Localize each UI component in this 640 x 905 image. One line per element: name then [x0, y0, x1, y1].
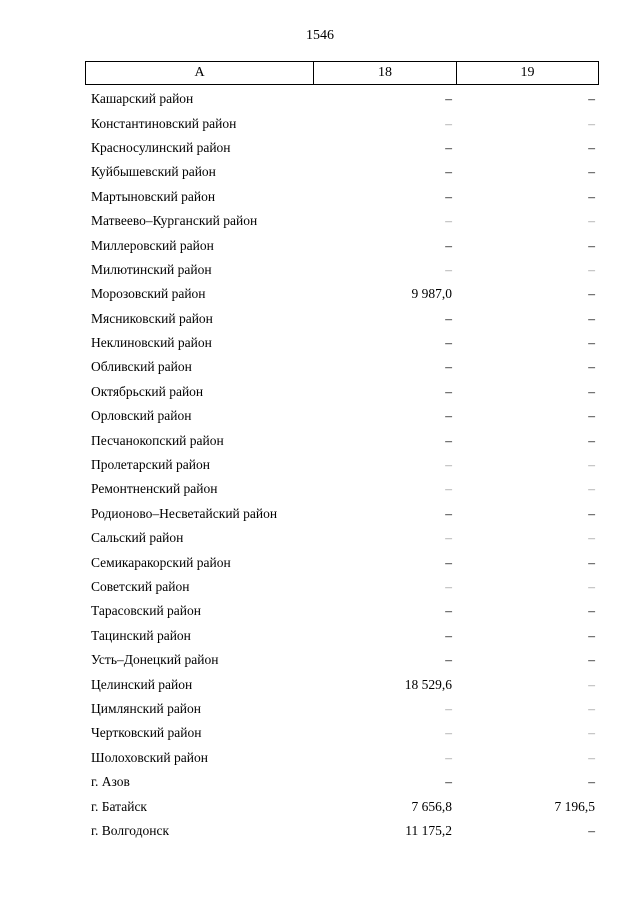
value-col-18: –	[445, 603, 452, 619]
value-col-18: –	[445, 237, 452, 253]
value-col-18: –	[445, 213, 452, 229]
table-row	[85, 672, 599, 696]
table-header	[85, 61, 599, 85]
district-name: Морозовский район	[91, 286, 206, 302]
value-col-18: –	[445, 383, 452, 399]
value-col-19: –	[588, 603, 595, 619]
table-row	[85, 160, 599, 184]
value-col-18: –	[445, 579, 452, 594]
district-name: Усть–Донецкий район	[91, 652, 219, 668]
district-name: Родионово–Несветайский район	[91, 505, 278, 521]
district-name: Тацинский район	[91, 627, 191, 643]
value-col-18: –	[445, 652, 452, 668]
value-col-19: –	[588, 164, 595, 180]
table-row	[85, 550, 599, 574]
header-column-18: 18	[314, 62, 457, 84]
table-row	[85, 355, 599, 379]
value-col-18: –	[445, 408, 452, 424]
value-col-18: –	[445, 457, 452, 473]
value-col-19: 7 196,5	[554, 798, 595, 814]
table-row	[85, 209, 599, 233]
district-name: Константиновский район	[91, 115, 237, 131]
district-name: Мясниковский район	[91, 310, 213, 326]
value-col-18: –	[445, 530, 452, 546]
district-name: Семикаракорский район	[91, 554, 231, 570]
value-col-19: –	[588, 213, 595, 229]
value-col-19: –	[588, 505, 595, 521]
district-name: Октябрьский район	[91, 383, 204, 399]
value-col-19: –	[588, 432, 595, 448]
value-col-18: 9 987,0	[411, 286, 452, 302]
value-col-18: –	[445, 505, 452, 521]
value-col-18: –	[445, 91, 452, 107]
value-col-18: –	[445, 774, 452, 790]
district-name: Неклиновский район	[91, 335, 212, 351]
district-name: Обливский район	[91, 359, 192, 375]
value-col-19: –	[588, 383, 595, 399]
table-row	[85, 111, 599, 135]
value-col-19: –	[588, 676, 595, 692]
table-row	[85, 331, 599, 355]
value-col-19: –	[588, 822, 595, 838]
header-column-19: 19	[520, 65, 535, 80]
table-row	[85, 185, 599, 209]
value-col-19: –	[588, 91, 595, 107]
district-name: Сальский район	[91, 530, 184, 546]
value-col-19: –	[588, 139, 595, 155]
table-row	[85, 599, 599, 623]
district-name: г. Волгодонск	[91, 822, 170, 838]
table-row	[85, 794, 599, 818]
value-col-19: –	[588, 774, 595, 790]
value-col-19: –	[588, 188, 595, 204]
table-row	[85, 526, 599, 550]
table-row	[85, 404, 599, 428]
table-row	[85, 624, 599, 648]
district-name: Куйбышевский район	[91, 164, 216, 180]
table-row	[85, 453, 599, 477]
table-row	[85, 575, 599, 599]
district-name: Советский район	[91, 579, 190, 594]
value-col-18: –	[445, 725, 452, 741]
district-name: г. Батайск	[91, 798, 147, 814]
value-col-18: –	[445, 164, 452, 180]
value-col-18: –	[445, 359, 452, 375]
value-col-19: –	[588, 261, 595, 277]
value-col-19: –	[588, 115, 595, 131]
value-col-19: –	[588, 579, 595, 594]
district-name: Чертковский район	[91, 725, 202, 741]
value-col-18: –	[445, 261, 452, 277]
value-col-19: –	[588, 457, 595, 473]
district-name: Пролетарский район	[91, 457, 210, 473]
value-col-19: –	[588, 481, 595, 497]
value-col-18: –	[445, 432, 452, 448]
table-row	[85, 648, 599, 672]
table-row	[85, 380, 599, 404]
table-row	[85, 770, 599, 794]
value-col-18: –	[445, 310, 452, 326]
table-row	[85, 136, 599, 160]
value-col-18: 18 529,6	[404, 676, 452, 692]
table-row	[85, 428, 599, 452]
table-row	[85, 697, 599, 721]
value-col-18: 7 656,8	[411, 798, 452, 814]
value-col-19: –	[588, 286, 595, 302]
header-column-a: А	[86, 62, 314, 84]
value-col-19: –	[588, 237, 595, 253]
value-col-18: –	[445, 749, 452, 765]
value-col-18: –	[445, 115, 452, 131]
value-col-18: 11 175,2	[405, 822, 452, 838]
value-col-18: –	[445, 481, 452, 497]
table-row	[85, 477, 599, 501]
value-col-18: –	[445, 139, 452, 155]
value-col-19: –	[588, 408, 595, 424]
table-body	[85, 87, 599, 843]
table-row	[85, 258, 599, 282]
table-row	[85, 307, 599, 331]
value-col-19: –	[588, 627, 595, 643]
district-name: Орловский район	[91, 408, 192, 424]
district-name: Цимлянский район	[91, 700, 202, 716]
value-col-19: –	[588, 652, 595, 668]
district-name: г. Азов	[91, 774, 130, 790]
value-col-19: –	[588, 725, 595, 741]
page-number: 1546	[306, 28, 334, 43]
district-name: Шолоховский район	[91, 749, 208, 765]
value-col-19: –	[588, 700, 595, 716]
district-name: Кашарский район	[91, 91, 194, 107]
district-name: Мартыновский район	[91, 188, 216, 204]
table-row	[85, 282, 599, 306]
table-row	[85, 502, 599, 526]
district-name: Миллеровский район	[91, 237, 214, 253]
table-row	[85, 87, 599, 111]
table-row	[85, 819, 599, 843]
district-name: Матвеево–Курганский район	[91, 213, 258, 229]
value-col-19: –	[588, 359, 595, 375]
value-col-19: –	[588, 749, 595, 765]
table-row	[85, 721, 599, 745]
district-name: Красносулинский район	[91, 139, 231, 155]
value-col-19: –	[588, 310, 595, 326]
table-row	[85, 746, 599, 770]
value-col-18: –	[445, 554, 452, 570]
value-col-18: –	[445, 188, 452, 204]
district-name: Тарасовский район	[91, 603, 201, 619]
value-col-19: –	[588, 335, 595, 351]
value-col-18: –	[445, 627, 452, 643]
value-col-19: –	[588, 530, 595, 546]
value-col-18: –	[445, 335, 452, 351]
district-name: Ремонтненский район	[91, 481, 218, 497]
value-col-18: –	[445, 700, 452, 716]
district-name: Целинский район	[91, 676, 193, 692]
table-row	[85, 233, 599, 257]
district-name: Песчанокопский район	[91, 432, 224, 448]
district-name: Милютинский район	[91, 261, 212, 277]
value-col-19: –	[588, 554, 595, 570]
